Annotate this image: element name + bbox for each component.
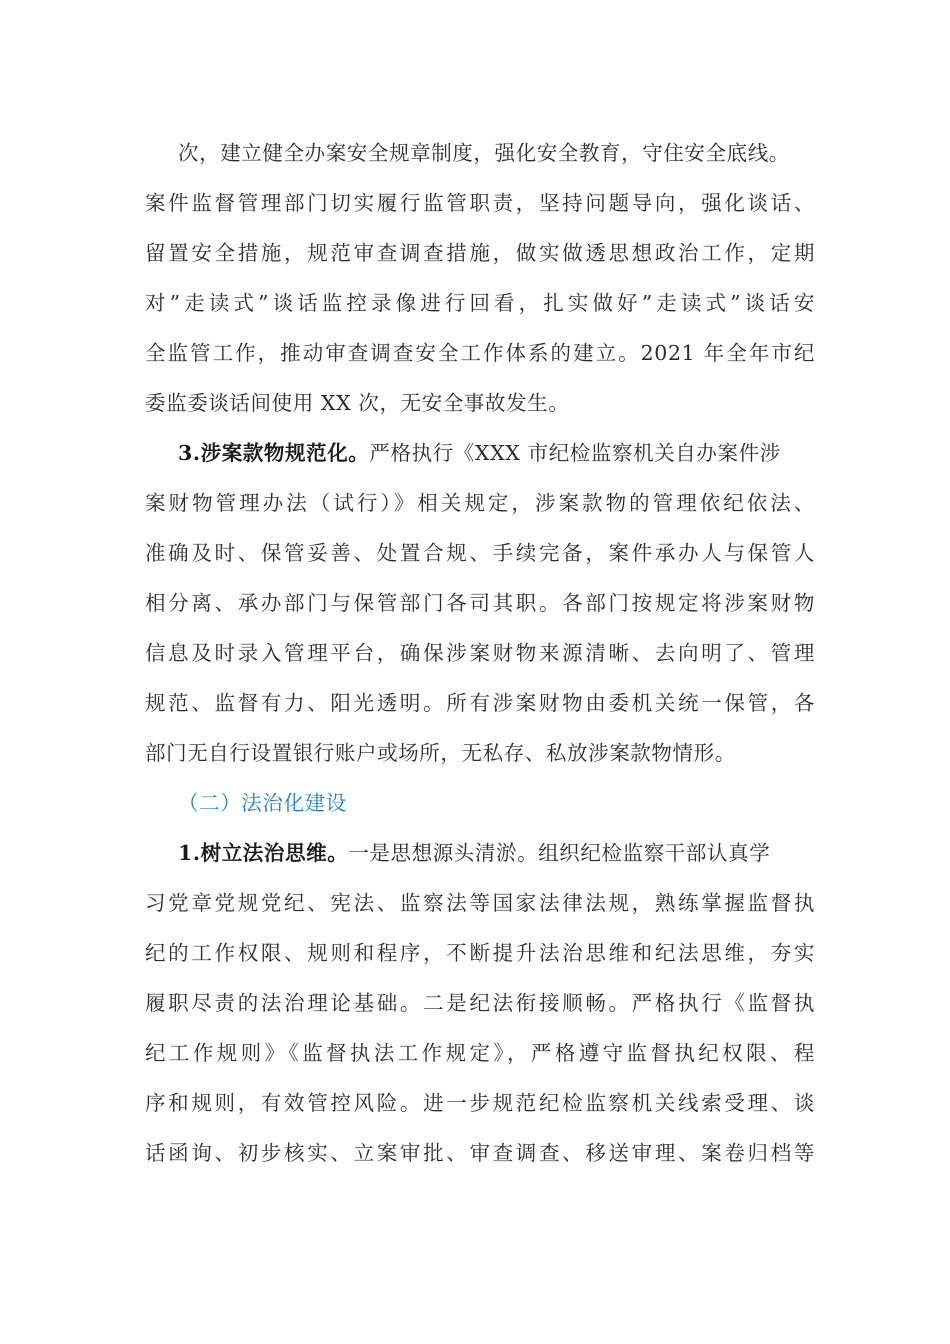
section-heading: （二）法治化建设 [178,791,347,815]
paragraph-line: 留置安全措施，规范审查调查措施，做实做透思想政治工作，定期 [145,241,815,265]
paragraph-line: 1.树立法治思维。一是思想源头清淤。组织纪检监察干部认真学 [178,841,771,865]
paragraph-line: 规范、监督有力、阳光透明。所有涉案财物由委机关统一保管，各 [145,691,815,715]
paragraph-line: 部门无自行设置银行账户或场所，无私存、私放涉案款物情形。 [145,741,736,765]
paragraph-line: 话函询、初步核实、立案审批、审查调查、移送审理、案卷归档等 [145,1141,815,1165]
paragraph-line: 信息及时录入管理平台，确保涉案财物来源清晰、去向明了、管理 [145,641,815,665]
paragraph-line: 全监管工作，推动审查调查安全工作体系的建立。2021 年全年市纪 [145,341,815,365]
paragraph-line: 准确及时、保管妥善、处置合规、手续完备，案件承办人与保管人 [145,541,815,565]
paragraph-line: 对”走读式”谈话监控录像进行回看，扎实做好”走读式”谈话安 [145,291,815,315]
paragraph-line: 案财物管理办法（试行）》相关规定，涉案款物的管理依纪依法、 [145,491,815,515]
paragraph-line: 相分离、承办部门与保管部门各司其职。各部门按规定将涉案财物 [145,591,815,615]
section-heading-inline: 1.树立法治思维。 [178,841,349,865]
paragraph-line: 履职尽责的法治理论基础。二是纪法衔接顺畅。严格执行《监督执 [145,991,815,1015]
paragraph-line: 案件监督管理部门切实履行监管职责，坚持问题导向，强化谈话、 [145,191,815,215]
paragraph-line: 委监委谈话间使用 XX 次，无安全事故发生。 [145,391,570,415]
paragraph-line: 3.涉案款物规范化。严格执行《XXX 市纪检监察机关自办案件涉 [178,441,781,465]
paragraph-line: 纪的工作权限、规则和程序，不断提升法治思维和纪法思维，夯实 [145,941,815,965]
paragraph-line: 习党章党规党纪、宪法、监察法等国家法律法规，熟练掌握监督执 [145,891,815,915]
paragraph-line: 次，建立健全办案安全规章制度，强化安全教育，守住安全底线。 [178,141,790,165]
section-heading-inline: 3.涉案款物规范化。 [178,441,370,465]
paragraph-line: 序和规则，有效管控风险。进一步规范纪检监察机关线索受理、谈 [145,1091,815,1115]
paragraph-line: 纪工作规则》《监督执法工作规定》，严格遵守监督执纪权限、程 [145,1041,815,1065]
